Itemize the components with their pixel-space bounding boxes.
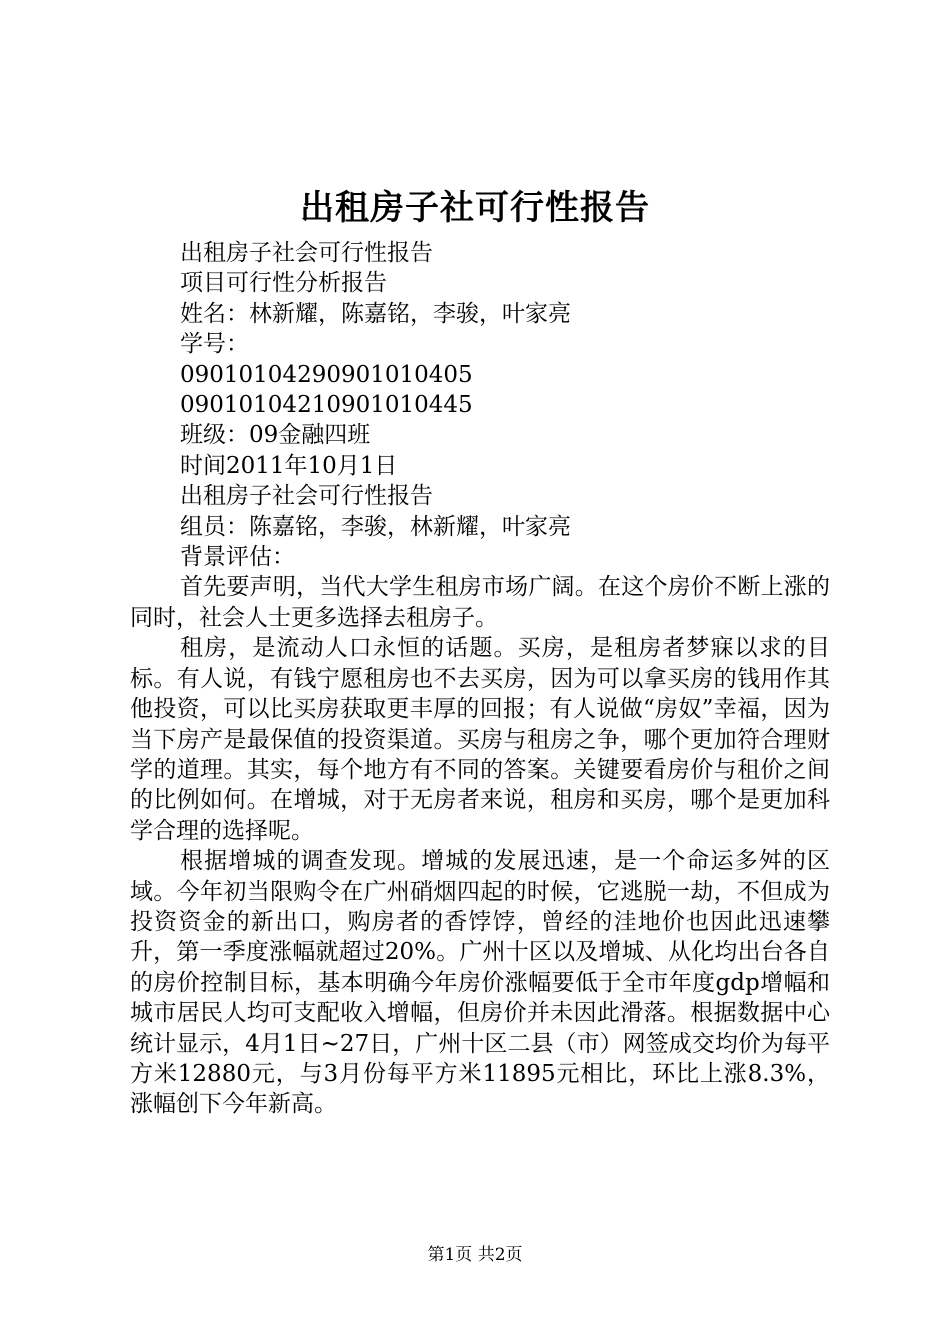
header-line: 时间2011年10月1日 [180, 452, 398, 479]
header-line: 出租房子社会可行性报告 [180, 483, 433, 510]
body-paragraph: 根据增城的调查发现。增城的发展迅速，是一个命运多舛的区域。今年初当限购令在广州硝烟四起的时候，它逃脱一劫，不但成为投资资金的新出口，购房者的香饽饽，曾经的洼地价也因此迅速攀升，第一季度涨幅就超过20%。广州十区以及增城、从化均出台各自的房价控制目标，基本明确今年房价涨幅要低于全市年度gdp增幅和城市居民人均可支配收入增幅，但房价并未因此滑落。根据数据中心统计显示，4月1日~27日，广州十区二县（市）网签成交均价为每平方米12880元，与3月份每平方米11895元相比，环比上涨8.3%，涨幅创下今年新高。 [130, 848, 830, 1118]
header-line: 姓名：林新耀，陈嘉铭，李骏，叶家亮 [180, 300, 571, 327]
body-paragraph: 首先要声明，当代大学生租房市场广阔。在这个房价不断上涨的同时，社会人士更多选择去租房子。 [130, 574, 830, 631]
header-line: 0901010421090101044​5 [180, 392, 473, 419]
header-line: 项目可行性分析报告 [180, 270, 387, 297]
header-line: 班级：09金融四班 [180, 422, 371, 449]
document-title: 出租房子社可行性报告 [300, 188, 650, 228]
page-footer: 第1页 共2页 [427, 1245, 523, 1265]
header-line: 出租房子社会可行性报告 [180, 240, 433, 266]
header-line: 0901010429090101040​5 [180, 361, 473, 388]
body-paragraph: 租房，是流动人口永恒的话题。买房，是租房者梦寐以求的目标。有人说，有钱宁愿租房也不去买房，因为可以拿买房的钱用作其他投资，可以比买房获取更丰厚的回报；有人说做“房奴”幸福，因为当下房产是最保值的投资渠道。买房与租房之争，哪个更加符合理财学的道理。其实，每个地方有不同的答案。关键要看房价与租价之间的比例如何。在增城，对于无房者来说，租房和买房，哪个是更加科学合理的选择呢。 [130, 635, 830, 844]
document-body [130, 238, 830, 1120]
header-line: 学号： [180, 331, 249, 358]
header-line: 背景评估： [180, 544, 295, 571]
header-line: 组员：陈嘉铭，李骏，林新耀，叶家亮 [180, 513, 571, 540]
